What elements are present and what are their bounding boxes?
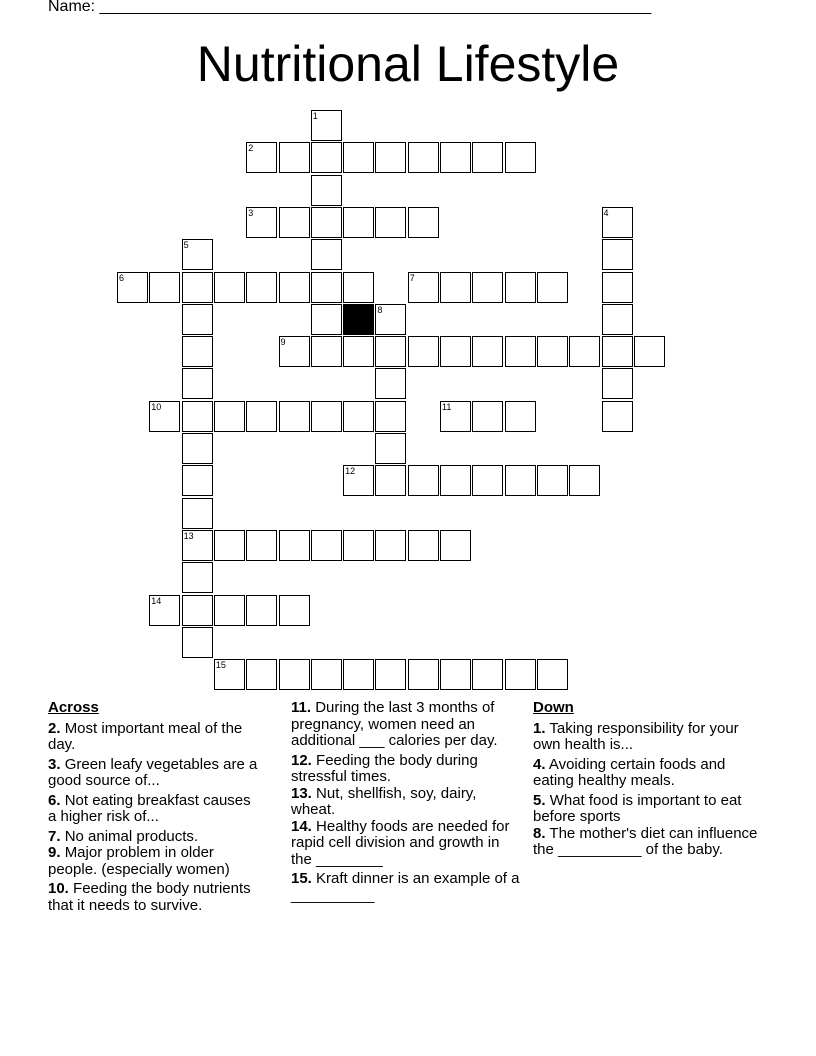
grid-cell[interactable] bbox=[279, 595, 310, 626]
grid-cell[interactable] bbox=[246, 659, 277, 690]
grid-cell[interactable] bbox=[149, 401, 180, 432]
cell-number: 14 bbox=[151, 595, 162, 606]
grid-cell[interactable] bbox=[182, 465, 213, 496]
puzzle-title: Nutritional Lifestyle bbox=[196, 36, 620, 92]
grid-cell[interactable] bbox=[246, 272, 277, 303]
grid-cell[interactable] bbox=[182, 498, 213, 529]
grid-cell[interactable] bbox=[505, 401, 536, 432]
grid-cell[interactable] bbox=[343, 659, 374, 690]
grid-cell[interactable] bbox=[182, 595, 213, 626]
grid-cell[interactable] bbox=[246, 530, 277, 561]
grid-cell[interactable] bbox=[472, 401, 503, 432]
grid-cell[interactable] bbox=[343, 336, 374, 367]
grid-cell[interactable] bbox=[246, 595, 277, 626]
cell-number: 13 bbox=[183, 530, 194, 541]
grid-cell[interactable] bbox=[343, 465, 374, 496]
grid-cell[interactable] bbox=[537, 659, 568, 690]
grid-cell[interactable] bbox=[375, 368, 406, 399]
grid-cell[interactable] bbox=[408, 530, 439, 561]
grid-cell[interactable] bbox=[602, 336, 633, 367]
grid-cell[interactable] bbox=[279, 401, 310, 432]
grid-cell[interactable] bbox=[602, 239, 633, 270]
cell-number: 8 bbox=[377, 304, 383, 315]
grid-cell[interactable] bbox=[537, 272, 568, 303]
grid-cell[interactable] bbox=[311, 142, 342, 173]
grid-cell[interactable] bbox=[440, 272, 471, 303]
grid-cell[interactable] bbox=[472, 336, 503, 367]
grid-cell[interactable] bbox=[505, 465, 536, 496]
down-heading: Down bbox=[533, 699, 574, 716]
cell-number: 10 bbox=[151, 401, 162, 412]
grid-cell[interactable] bbox=[375, 304, 406, 335]
grid-cell[interactable] bbox=[375, 336, 406, 367]
grid-cell[interactable] bbox=[440, 530, 471, 561]
grid-cell[interactable] bbox=[311, 207, 342, 238]
grid-cell[interactable] bbox=[343, 401, 374, 432]
grid-cell[interactable] bbox=[472, 465, 503, 496]
grid-cell[interactable] bbox=[246, 401, 277, 432]
grid-cell[interactable] bbox=[602, 368, 633, 399]
grid-cell[interactable] bbox=[408, 142, 439, 173]
grid-cell[interactable] bbox=[343, 207, 374, 238]
grid-cell[interactable] bbox=[375, 465, 406, 496]
down-clues-column bbox=[533, 700, 758, 862]
cell-number: 4 bbox=[603, 207, 609, 218]
grid-cell[interactable] bbox=[343, 530, 374, 561]
grid-cell[interactable] bbox=[149, 595, 180, 626]
grid-cell[interactable] bbox=[505, 336, 536, 367]
grid-cell[interactable] bbox=[311, 110, 342, 141]
cell-number: 15 bbox=[215, 660, 226, 671]
clue-across-6: 6. Not eating breakfast causes a higher risk of... bbox=[48, 791, 251, 825]
grid-cell[interactable] bbox=[182, 272, 213, 303]
clue-down-4: 4. Avoiding certain foods and eating healthy meals. bbox=[533, 755, 726, 789]
grid-cell[interactable] bbox=[182, 304, 213, 335]
grid-cell[interactable] bbox=[569, 465, 600, 496]
grid-cell[interactable] bbox=[214, 595, 245, 626]
grid-cell[interactable] bbox=[182, 368, 213, 399]
grid-cell[interactable] bbox=[505, 659, 536, 690]
grid-cell[interactable] bbox=[472, 142, 503, 173]
cell-number: 1 bbox=[312, 111, 318, 121]
grid-cell[interactable] bbox=[182, 562, 213, 593]
grid-cell[interactable] bbox=[408, 465, 439, 496]
across-clues-column-2 bbox=[291, 700, 521, 907]
clue-across-2: 2. Most important meal of the day. bbox=[48, 719, 243, 753]
grid-cell[interactable] bbox=[408, 659, 439, 690]
grid-cell[interactable] bbox=[634, 336, 665, 367]
grid-cell[interactable] bbox=[472, 659, 503, 690]
grid-cell[interactable] bbox=[537, 336, 568, 367]
cell-number: 12 bbox=[345, 466, 356, 477]
grid-cell[interactable] bbox=[602, 304, 633, 335]
grid-cell[interactable] bbox=[440, 401, 471, 432]
grid-cell[interactable] bbox=[311, 239, 342, 270]
grid-cell[interactable] bbox=[375, 207, 406, 238]
clue-down-8: 8. The mother's diet can influence the __________ of the baby. bbox=[533, 824, 758, 858]
grid-cell[interactable] bbox=[182, 336, 213, 367]
cell-number: 5 bbox=[183, 240, 189, 251]
clue-across-10: 10. Feeding the body nutrients that it needs to survive. bbox=[48, 880, 251, 914]
grid-cell[interactable] bbox=[214, 659, 245, 690]
name-label: Name: bbox=[48, 0, 96, 15]
clue-down-1: 1. Taking responsibility for your own health is... bbox=[533, 719, 739, 753]
grid-cell[interactable] bbox=[311, 401, 342, 432]
grid-cell[interactable] bbox=[182, 401, 213, 432]
grid-cell[interactable] bbox=[214, 401, 245, 432]
grid-cell[interactable] bbox=[408, 207, 439, 238]
grid-cell[interactable] bbox=[182, 627, 213, 658]
across-clues-column-1 bbox=[48, 700, 263, 917]
grid-cell[interactable] bbox=[537, 465, 568, 496]
grid-cell[interactable] bbox=[375, 401, 406, 432]
grid-cell[interactable] bbox=[182, 239, 213, 270]
grid-cell[interactable] bbox=[182, 530, 213, 561]
grid-cell[interactable] bbox=[408, 272, 439, 303]
grid-cell[interactable] bbox=[440, 142, 471, 173]
grid-cell[interactable] bbox=[602, 401, 633, 432]
grid-cell[interactable] bbox=[375, 433, 406, 464]
grid-cell[interactable] bbox=[472, 272, 503, 303]
grid-cell[interactable] bbox=[214, 272, 245, 303]
grid-cell[interactable] bbox=[279, 207, 310, 238]
grid-cell[interactable] bbox=[214, 530, 245, 561]
grid-cell[interactable] bbox=[311, 336, 342, 367]
grid-cell[interactable] bbox=[246, 207, 277, 238]
clue-across-9: 9. Major problem in older people. (especially women) bbox=[48, 844, 230, 878]
grid-cell[interactable] bbox=[311, 175, 342, 206]
blocked-cell bbox=[343, 304, 374, 335]
grid-cell[interactable] bbox=[343, 272, 374, 303]
clue-across-3: 3. Green leafy vegetables are a good source of... bbox=[48, 755, 258, 789]
clue-across-14: 14. Healthy foods are needed for rapid cell division and growth in the ________ bbox=[291, 817, 510, 868]
cell-number: 9 bbox=[280, 337, 286, 348]
clue-across-7: 7. No animal products. bbox=[48, 827, 199, 845]
cell-number: 6 bbox=[119, 272, 125, 283]
clue-across-13: 13. Nut, shellfish, soy, dairy, wheat. bbox=[291, 784, 477, 818]
grid-cell[interactable] bbox=[279, 142, 310, 173]
grid-cell[interactable] bbox=[246, 142, 277, 173]
grid-cell[interactable] bbox=[117, 272, 148, 303]
clue-across-12: 12. Feeding the body during stressful times. bbox=[291, 751, 478, 785]
grid-cell[interactable] bbox=[602, 207, 633, 238]
grid-cell[interactable] bbox=[505, 272, 536, 303]
grid-cell[interactable] bbox=[505, 142, 536, 173]
grid-cell[interactable] bbox=[311, 304, 342, 335]
cell-number: 7 bbox=[409, 272, 415, 283]
grid-cell[interactable] bbox=[408, 336, 439, 367]
grid-cell[interactable] bbox=[279, 336, 310, 367]
cell-number: 3 bbox=[248, 207, 254, 218]
clue-down-5: 5. What food is important to eat before sports bbox=[533, 791, 742, 825]
grid-cell[interactable] bbox=[311, 659, 342, 690]
cell-number: 11 bbox=[442, 401, 452, 412]
grid-cell[interactable] bbox=[279, 272, 310, 303]
name-blank-line: ______________________________________________________________ bbox=[99, 0, 652, 15]
grid-cell[interactable] bbox=[375, 530, 406, 561]
grid-cell[interactable] bbox=[182, 433, 213, 464]
grid-cell[interactable] bbox=[602, 272, 633, 303]
grid-cell[interactable] bbox=[375, 659, 406, 690]
grid-cell[interactable] bbox=[149, 272, 180, 303]
grid-cell[interactable] bbox=[440, 336, 471, 367]
grid-cell[interactable] bbox=[440, 659, 471, 690]
grid-cell[interactable] bbox=[343, 142, 374, 173]
grid-cell[interactable] bbox=[375, 142, 406, 173]
grid-cell[interactable] bbox=[311, 530, 342, 561]
clue-across-11: 11. During the last 3 months of pregnancy, women need an additional ___ calories per day. bbox=[291, 699, 498, 749]
grid-cell[interactable] bbox=[311, 272, 342, 303]
clue-across-15: 15. Kraft dinner is an example of a __________ bbox=[291, 870, 520, 904]
across-heading: Across bbox=[48, 699, 99, 716]
grid-cell[interactable] bbox=[279, 530, 310, 561]
grid-cell[interactable] bbox=[569, 336, 600, 367]
cell-number: 2 bbox=[248, 143, 254, 154]
grid-cell[interactable] bbox=[440, 465, 471, 496]
grid-cell[interactable] bbox=[279, 659, 310, 690]
